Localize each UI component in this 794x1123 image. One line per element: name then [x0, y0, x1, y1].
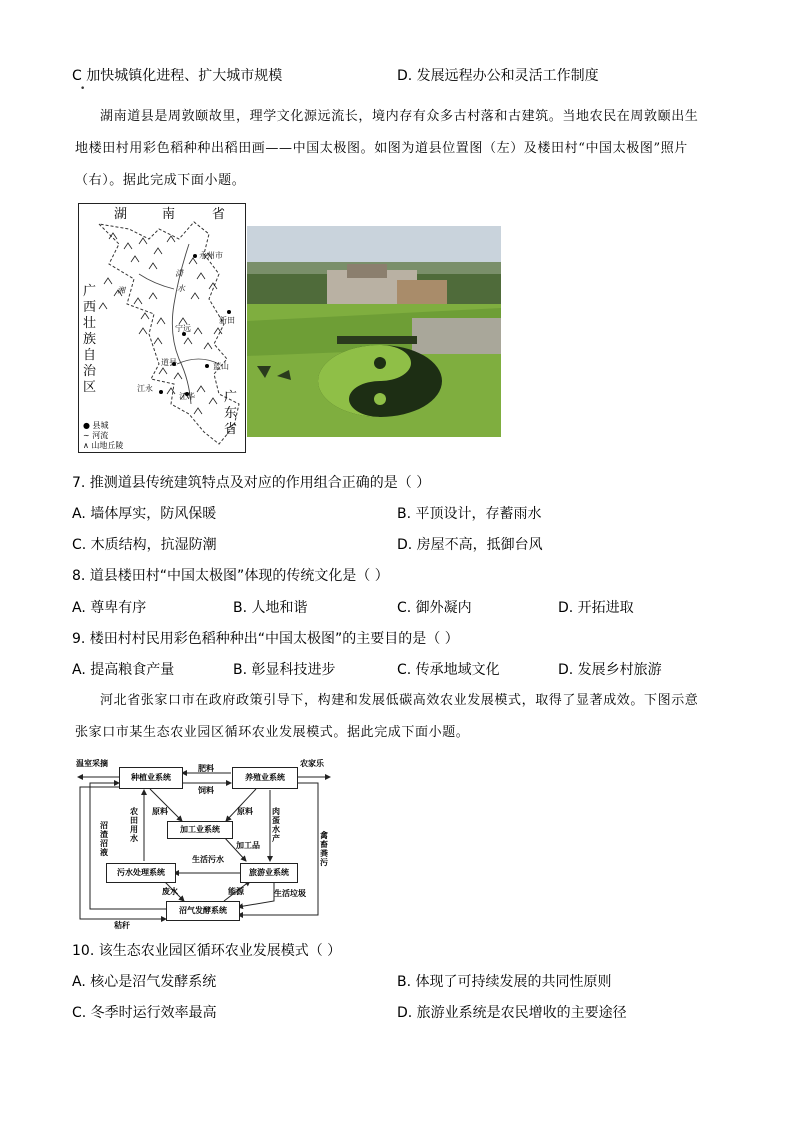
- label-livestock-manure: 禽畜粪污: [320, 831, 328, 867]
- q7-option-b[interactable]: B. 平顶设计，存蓄雨水: [397, 506, 542, 522]
- breeding-system-box: 养殖业系统: [232, 767, 298, 789]
- legend-county: ● 县城: [83, 421, 109, 430]
- map-label-yongzhou: 永州市: [199, 251, 223, 260]
- map-legend: [83, 421, 123, 451]
- label-greenhouse: 温室采摘: [76, 759, 108, 768]
- q10-option-c[interactable]: C. 冬季时运行效率最高: [72, 1005, 217, 1021]
- map-label-hunan-1: 湖: [114, 207, 128, 222]
- planting-system-box: 种植业系统: [119, 767, 183, 789]
- label-straw: 秸秆: [114, 921, 130, 930]
- q10-option-d[interactable]: D. 旅游业系统是农民增收的主要途径: [397, 1005, 627, 1021]
- map-label-daoxian: 道县: [161, 358, 177, 367]
- q10-option-b[interactable]: B. 体现了可持续发展的共同性原则: [397, 974, 612, 990]
- label-energy: 能源: [228, 887, 244, 896]
- q7-option-c[interactable]: C. 木质结构，抗湿防潮: [72, 537, 217, 553]
- river-icon: ∼: [83, 431, 90, 440]
- passage2-line2: 张家口市某生态农业园区循环农业发展模式。据此完成下面小题。: [75, 725, 470, 740]
- circular-agriculture-diagram: [74, 757, 334, 929]
- legend-mountain: ∧ 山地丘陵: [83, 441, 124, 450]
- label-biogas-residue: 沼渣沼液: [100, 821, 108, 857]
- passage2-line1: 河北省张家口市在政府政策引导下，构建和发展低碳高效农业发展模式，取得了显著成效。下图示意: [100, 693, 699, 708]
- q8-stem: 8. 道县楼田村“中国太极图”体现的传统文化是（ ）: [72, 568, 389, 584]
- map-label-ningyuan: 宁远: [175, 324, 191, 333]
- label-feed: 饲料: [198, 786, 214, 795]
- daoxian-location-map: [78, 203, 246, 453]
- sewage-system-box: 污水处理系统: [106, 863, 176, 883]
- map-label-jiangyong: 江永: [137, 384, 153, 393]
- q7-option-d[interactable]: D. 房屋不高，抵御台风: [397, 537, 543, 553]
- map-label-jianghua: 江华: [179, 392, 195, 401]
- q9-option-c[interactable]: C. 传承地域文化: [397, 662, 500, 678]
- map-label-guangxi: 广西壮族自治区: [83, 284, 97, 395]
- q8-option-b[interactable]: B. 人地和谐: [233, 600, 308, 616]
- label-processed-goods: 加工品: [236, 841, 260, 850]
- label-farmhouse: 农家乐: [300, 759, 324, 768]
- passage1-line3: （右）。据此完成下面小题。: [75, 173, 246, 188]
- q8-option-c[interactable]: C. 御外凝内: [397, 600, 472, 616]
- photo-drawing: [247, 226, 501, 437]
- q8-option-a[interactable]: A. 尊卑有序: [72, 600, 147, 616]
- q10-stem: 10. 该生态农业园区循环农业发展模式（ ）: [72, 943, 342, 959]
- q6-option-c: C 加快城镇化进程、扩大城市规模: [72, 68, 283, 84]
- q9-option-b[interactable]: B. 彰显科技进步: [233, 662, 336, 678]
- q9-option-a[interactable]: A. 提高粮食产量: [72, 662, 175, 678]
- label-raw-material-2: 原料: [237, 807, 253, 816]
- q6-option-d: D. 发展远程办公和灵活工作制度: [397, 68, 599, 84]
- map-label-xintian: 新田: [219, 316, 235, 325]
- map-drawing: [79, 204, 245, 452]
- q7-option-a[interactable]: A. 墙体厚实，防风保暖: [72, 506, 217, 522]
- mountain-icon: ∧: [83, 441, 89, 450]
- passage1-line2: 地楼田村用彩色稻种种出稻田画——中国太极图。如图为道县位置图（左）及楼田村“中国太极图”照片: [75, 141, 688, 156]
- label-raw-material-1: 原料: [152, 807, 168, 816]
- q10-option-a[interactable]: A. 核心是沼气发酵系统: [72, 974, 217, 990]
- legend-river: ∼ 河流: [83, 431, 109, 440]
- taiji-rice-field-photo: [247, 226, 501, 437]
- map-label-guangdong: 广东省: [224, 390, 238, 437]
- map-label-xiang: 湘: [117, 286, 125, 295]
- q9-stem: 9. 楼田村村民用彩色稻种种出“中国太极图”的主要目的是（ ）: [72, 631, 459, 647]
- map-label-lanshan: 蓝山: [213, 362, 229, 371]
- biogas-system-box: 沼气发酵系统: [166, 901, 240, 921]
- map-label-hunan-3: 省: [212, 207, 226, 222]
- processing-system-box: 加工业系统: [167, 821, 233, 839]
- label-domestic-sewage: 生活污水: [192, 855, 224, 864]
- q9-option-d[interactable]: D. 发展乡村旅游: [558, 662, 662, 678]
- stray-dot: •: [80, 84, 86, 94]
- county-dot-icon: ●: [83, 421, 90, 430]
- q8-option-d[interactable]: D. 开拓进取: [558, 600, 634, 616]
- passage1-line1: 湖南道县是周敦颐故里，理学文化源远流长，境内存有众多古村落和古建筑。当地农民在周敦颐出生: [100, 109, 699, 124]
- label-fertilizer: 肥料: [198, 764, 214, 773]
- label-wastewater: 废水: [162, 887, 178, 896]
- label-farmland-water: 农田用水: [130, 807, 138, 843]
- map-label-hunan-2: 南: [162, 207, 176, 222]
- q7-stem: 7. 推测道县传统建筑特点及对应的作用组合正确的是（ ）: [72, 475, 431, 491]
- map-label-xiao: 潇: [175, 269, 183, 278]
- tourism-system-box: 旅游业系统: [240, 863, 298, 883]
- label-domestic-waste: 生活垃圾: [274, 889, 306, 898]
- label-meat-egg-aquatic: 肉蛋水产: [272, 807, 280, 843]
- map-label-shui: 水: [177, 284, 185, 293]
